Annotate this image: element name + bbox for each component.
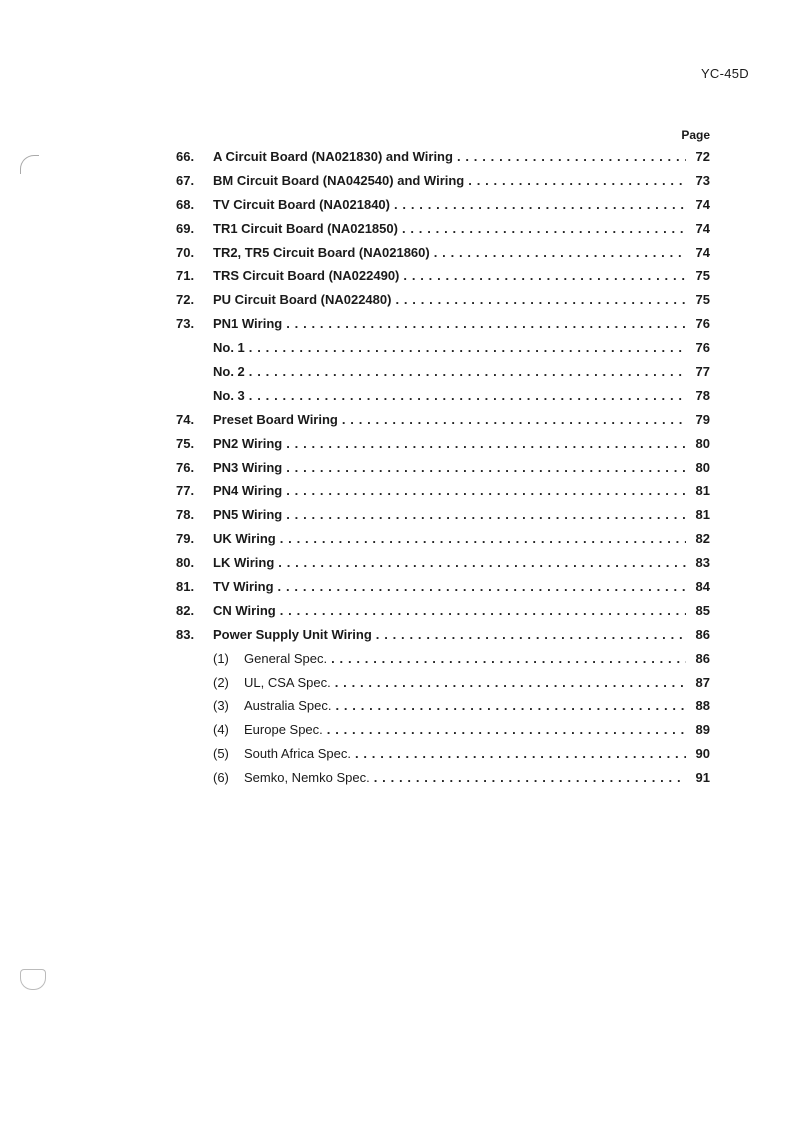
binding-mark — [20, 973, 46, 990]
dot-leader — [278, 555, 686, 570]
toc-entry-title: Preset Board Wiring — [213, 411, 338, 427]
toc-entry — [176, 675, 710, 699]
dot-leader — [335, 698, 686, 713]
dot-leader — [280, 603, 686, 618]
toc-entry-page: 75 — [695, 268, 710, 284]
dot-leader — [249, 388, 686, 403]
toc-entry-title: LK Wiring — [213, 555, 275, 571]
dot-leader — [335, 675, 686, 690]
toc-entry — [176, 579, 710, 603]
toc-entry — [176, 316, 710, 340]
dot-leader — [286, 507, 686, 522]
toc-entry-page: 74 — [695, 244, 710, 260]
toc-entry — [176, 364, 710, 388]
toc-entry-page: 82 — [695, 531, 710, 547]
toc-entry — [176, 770, 710, 794]
toc-entry-page: 91 — [695, 770, 710, 786]
toc-entry — [176, 460, 710, 484]
dot-leader — [249, 340, 686, 355]
dot-leader — [394, 197, 686, 212]
toc-entry-number: 80. — [176, 555, 195, 571]
toc-entry — [176, 531, 710, 555]
toc-entry-page: 81 — [695, 483, 710, 499]
dot-leader — [286, 436, 686, 451]
toc-entry-page: 85 — [695, 602, 710, 618]
toc-entry-title: TR2, TR5 Circuit Board (NA021860) — [213, 244, 430, 260]
toc-entry-title: A Circuit Board (NA021830) and Wiring — [213, 149, 453, 164]
toc-entry-page: 88 — [695, 698, 710, 714]
toc-entry-page: 76 — [695, 316, 710, 332]
dot-leader — [342, 412, 686, 427]
page-column-heading: Page — [681, 128, 710, 142]
dot-leader — [355, 746, 686, 761]
toc-entry-title: PN5 Wiring — [213, 507, 283, 523]
punch-mark — [20, 155, 39, 174]
toc-entry — [176, 292, 710, 316]
toc-entry — [176, 388, 710, 412]
dot-leader — [434, 245, 686, 260]
toc-entry — [176, 722, 710, 746]
toc-entry — [176, 651, 710, 675]
toc-entry — [176, 268, 710, 292]
dot-leader — [286, 483, 686, 498]
toc-entry — [176, 698, 710, 722]
toc-entry-number: 72. — [176, 292, 195, 308]
toc-entry-page: 73 — [695, 172, 710, 188]
toc-entry-page: 86 — [695, 626, 710, 642]
toc-entry-title: No. 3 — [213, 387, 245, 403]
toc-entry — [176, 436, 710, 460]
dot-leader — [468, 173, 686, 188]
toc-entry-number: 66. — [176, 149, 195, 164]
dot-leader — [374, 770, 686, 785]
toc-entry-page: 89 — [695, 722, 710, 738]
toc-entry-number: 81. — [176, 579, 195, 595]
toc-entry-title: No. 2 — [213, 364, 245, 380]
toc-entry-title: UK Wiring — [213, 531, 276, 547]
toc-entry-title: PN4 Wiring — [213, 483, 283, 499]
toc-entry-title: PN3 Wiring — [213, 459, 283, 475]
toc-entry-title: PN1 Wiring — [213, 316, 283, 332]
toc-entry-title: TRS Circuit Board (NA022490) — [213, 268, 400, 284]
toc-entry-subnumber: (6) — [213, 770, 229, 786]
toc-entry-title: CN Wiring — [213, 602, 276, 618]
toc-entry-title: PN2 Wiring — [213, 435, 283, 451]
toc-entry-number: 74. — [176, 411, 195, 427]
toc-entry — [176, 149, 710, 173]
toc-entry-page: 78 — [695, 387, 710, 403]
toc-entry-number: 78. — [176, 507, 195, 523]
toc-entry-title: Power Supply Unit Wiring — [213, 626, 372, 642]
toc-entry — [176, 245, 710, 269]
dot-leader — [249, 364, 686, 379]
dot-leader — [376, 627, 686, 642]
dot-leader — [331, 651, 686, 666]
toc-entry-number: 73. — [176, 316, 195, 332]
toc-entry — [176, 483, 710, 507]
toc-entry-page: 72 — [695, 149, 710, 164]
toc-entry — [176, 221, 710, 245]
toc-entry-page: 90 — [695, 746, 710, 762]
toc-entry-title: No. 1 — [213, 340, 245, 356]
dot-leader — [286, 460, 686, 475]
toc-entry-page: 86 — [695, 650, 710, 666]
toc-entry-page: 80 — [695, 459, 710, 475]
toc-entry — [176, 173, 710, 197]
dot-leader — [403, 268, 686, 283]
toc-entry-title: Semko, Nemko Spec. — [244, 770, 370, 786]
dot-leader — [278, 579, 686, 594]
toc-entry — [176, 507, 710, 531]
toc-entry-title: PU Circuit Board (NA022480) — [213, 292, 392, 308]
toc-entry-number: 76. — [176, 459, 195, 475]
toc-entry-number: 77. — [176, 483, 195, 499]
toc-entry — [176, 197, 710, 221]
toc-entry — [176, 340, 710, 364]
toc-entry-subnumber: (2) — [213, 674, 229, 690]
toc-entry-title: TV Wiring — [213, 579, 274, 595]
toc-entry-page: 76 — [695, 340, 710, 356]
toc-entry-page: 77 — [695, 364, 710, 380]
toc-entry-subnumber: (5) — [213, 746, 229, 762]
toc-entry-subnumber: (1) — [213, 650, 229, 666]
toc-entry-number: 69. — [176, 220, 195, 236]
dot-leader — [286, 316, 686, 331]
dot-leader — [457, 149, 686, 164]
dot-leader — [395, 292, 686, 307]
toc-entry-subnumber: (4) — [213, 722, 229, 738]
toc-entry-number: 83. — [176, 626, 195, 642]
toc-entry-page: 75 — [695, 292, 710, 308]
toc-entry-title: Australia Spec. — [244, 698, 332, 714]
toc-entry-page: 84 — [695, 579, 710, 595]
toc-entry-page: 80 — [695, 435, 710, 451]
toc-entry-page: 87 — [695, 674, 710, 690]
toc-entry-title: TR1 Circuit Board (NA021850) — [213, 220, 398, 236]
toc-entry-number: 70. — [176, 244, 195, 260]
dot-leader — [327, 722, 686, 737]
toc-entry-title: Europe Spec. — [244, 722, 323, 738]
toc-entry-number: 68. — [176, 196, 195, 212]
toc-entry-number: 71. — [176, 268, 195, 284]
toc-entry-page: 81 — [695, 507, 710, 523]
toc-entry-title: South Africa Spec. — [244, 746, 351, 762]
table-of-contents — [176, 149, 710, 794]
toc-entry — [176, 746, 710, 770]
toc-entry-number: 82. — [176, 602, 195, 618]
toc-entry-number: 67. — [176, 172, 195, 188]
toc-entry-number: 75. — [176, 435, 195, 451]
toc-entry — [176, 603, 710, 627]
toc-entry — [176, 627, 710, 651]
toc-entry-title: BM Circuit Board (NA042540) and Wiring — [213, 172, 465, 188]
toc-entry-number: 79. — [176, 531, 195, 547]
toc-entry-title: TV Circuit Board (NA021840) — [213, 196, 390, 212]
model-number: YC-45D — [700, 66, 749, 81]
toc-entry — [176, 412, 710, 436]
toc-entry-title: UL, CSA Spec. — [244, 674, 331, 690]
toc-entry — [176, 555, 710, 579]
toc-entry-page: 74 — [695, 220, 710, 236]
dot-leader — [402, 221, 686, 236]
toc-entry-title: General Spec. — [244, 650, 328, 666]
toc-entry-page: 79 — [695, 411, 710, 427]
dot-leader — [280, 531, 686, 546]
toc-entry-page: 83 — [695, 555, 710, 571]
toc-entry-subnumber: (3) — [213, 698, 229, 714]
toc-entry-page: 74 — [695, 196, 710, 212]
